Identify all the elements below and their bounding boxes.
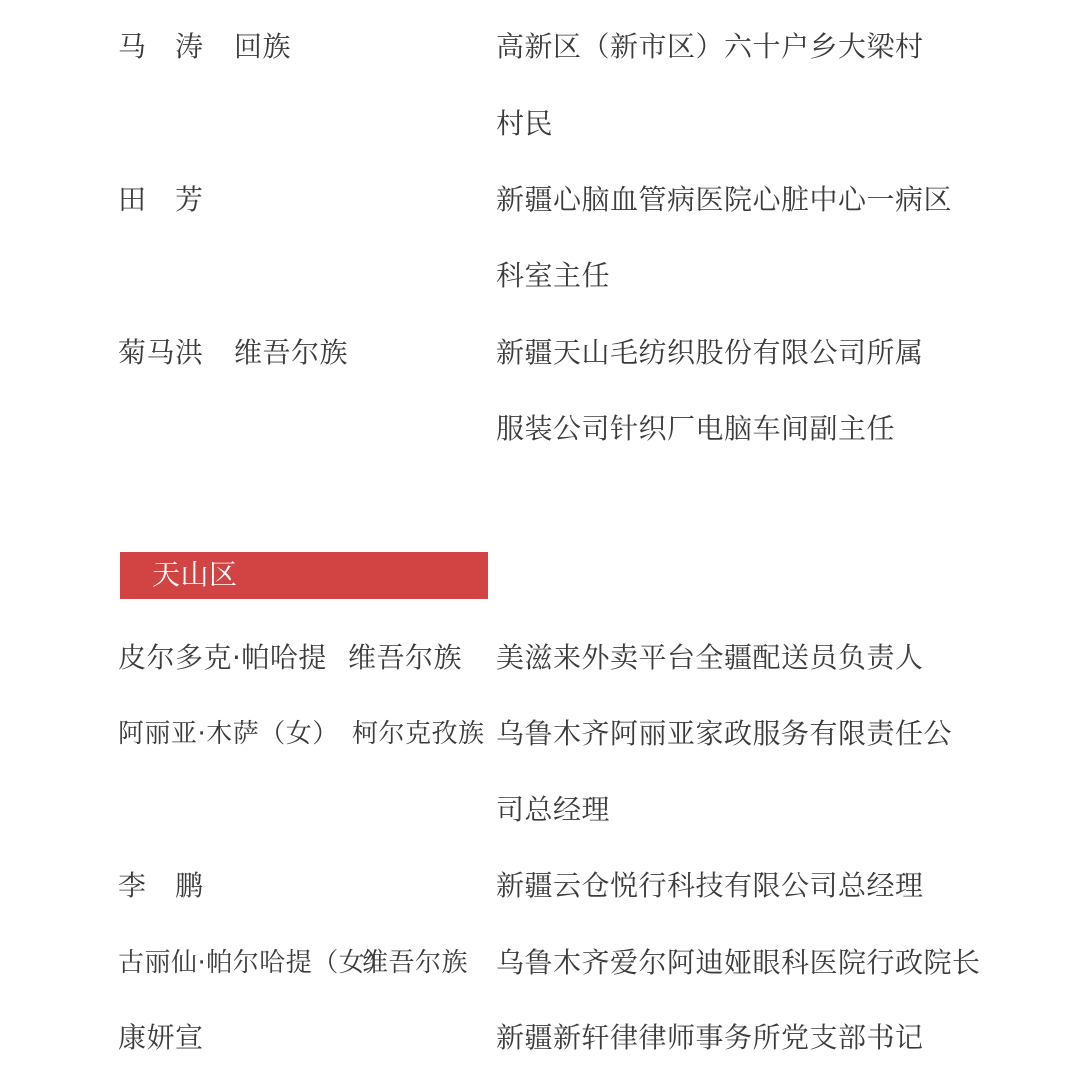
person-name: 康妍宣 [118,1021,204,1054]
person-description-line: 乌鲁木齐阿丽亚家政服务有限责任公 [496,717,953,750]
person-name: 皮尔多克·帕哈提 [118,641,327,674]
person-name: 菊马洪 [118,336,204,369]
person-description-line: 新疆天山毛纺织股份有限公司所属 [496,336,924,369]
person-description-line: 新疆心脑血管病医院心脏中心一病区 [496,183,953,216]
person-description-line: 乌鲁木齐爱尔阿迪娅眼科医院行政院长 [496,946,981,979]
person-ethnicity: 维吾尔族 [362,948,469,978]
person-name: 田 芳 [118,183,204,216]
person-name: 阿丽亚·木萨（女） [118,719,339,749]
person-description-line: 新疆新轩律律师事务所党支部书记 [496,1021,924,1054]
person-name: 古丽仙·帕尔哈提（女） [118,948,392,978]
person-description-line: 司总经理 [496,793,611,826]
person-description-line: 村民 [496,107,554,140]
person-description-line: 科室主任 [496,259,611,292]
section-header-bar [120,552,488,599]
person-description-line: 高新区（新市区）六十户乡大梁村 [496,30,924,63]
person-name: 李 鹏 [118,869,204,902]
person-description-line: 服装公司针织厂电脑车间副主任 [496,412,896,445]
person-description-line: 新疆云仓悦行科技有限公司总经理 [496,869,924,902]
person-ethnicity: 维吾尔族 [348,641,463,674]
person-ethnicity: 回族 [234,30,292,63]
person-description-line: 美滋来外卖平台全疆配送员负责人 [496,641,924,674]
person-ethnicity: 柯尔克孜族 [352,719,485,749]
section-title: 天山区 [152,558,238,591]
person-ethnicity: 维吾尔族 [234,336,349,369]
person-name: 马 涛 [118,30,204,63]
